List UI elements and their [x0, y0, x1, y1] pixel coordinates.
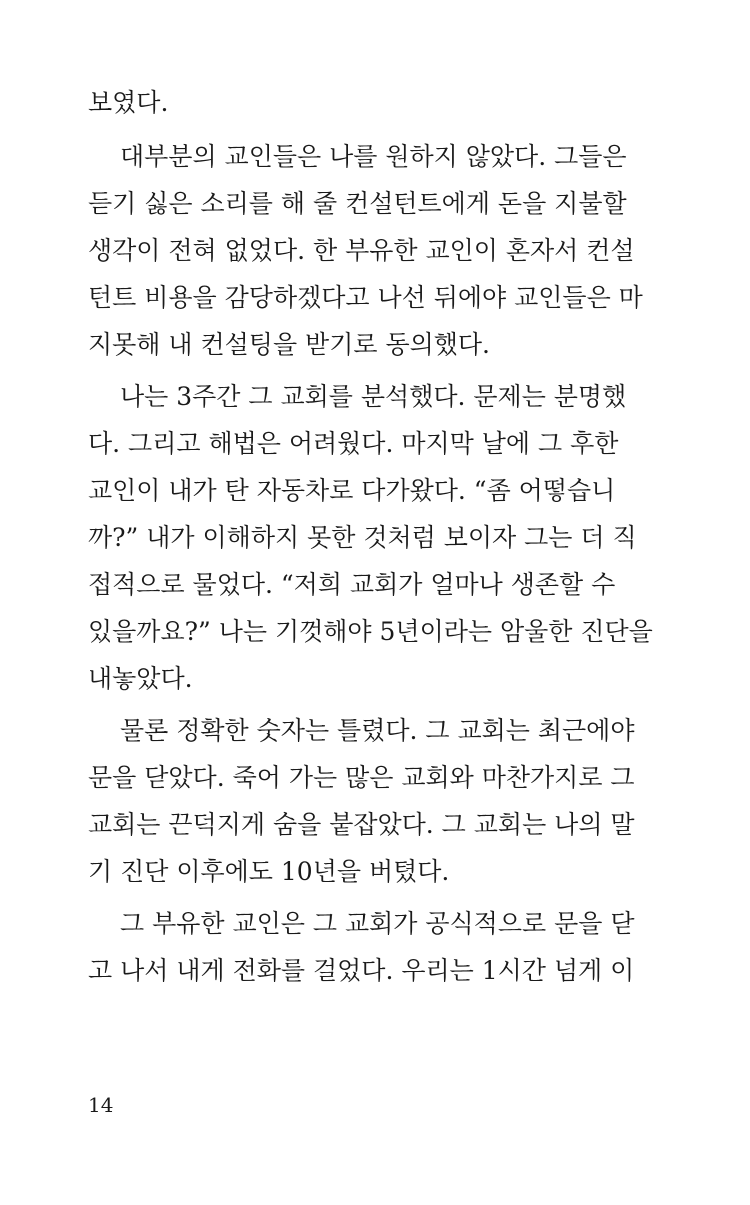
text-line: 대부분의 교인들은 나를 원하지 않았다. 그들은: [120, 142, 627, 171]
text-line: 나는 3주간 그 교회를 분석했다. 문제는 분명했: [120, 382, 627, 411]
text-line: 생각이 전혀 없었다. 한 부유한 교인이 혼자서 컨설: [88, 236, 635, 265]
text-line: 지못해 내 컨설팅을 받기로 동의했다.: [88, 330, 490, 359]
text-line: 고 나서 내게 전화를 걸었다. 우리는 1시간 넘게 이: [88, 956, 635, 985]
text-line: 교인이 내가 탄 자동차로 다가왔다. “좀 어떻습니: [88, 476, 616, 505]
text-line: 물론 정확한 숫자는 틀렸다. 그 교회는 최근에야: [120, 716, 635, 745]
text-line: 그 부유한 교인은 그 교회가 공식적으로 문을 닫: [120, 909, 635, 938]
text-line: 기 진단 이후에도 10년을 버텼다.: [88, 857, 450, 886]
text-line: 접적으로 물었다. “저희 교회가 얼마나 생존할 수: [88, 570, 616, 599]
text-line: 듣기 싫은 소리를 해 줄 컨설턴트에게 돈을 지불할: [88, 189, 627, 218]
text-line: 턴트 비용을 감당하겠다고 나선 뒤에야 교인들은 마: [88, 283, 643, 312]
text-line: 다. 그리고 해법은 어려웠다. 마지막 날에 그 후한: [88, 429, 619, 458]
text-line: 문을 닫았다. 죽어 가는 많은 교회와 마찬가지로 그: [88, 763, 635, 792]
text-line: 내놓았다.: [88, 664, 193, 693]
text-line: 까?” 내가 이해하지 못한 것처럼 보이자 그는 더 직: [88, 523, 637, 552]
text-line: 있을까요?” 나는 기껏해야 5년이라는 암울한 진단을: [88, 617, 653, 646]
page-number: 14: [88, 1093, 114, 1117]
text-line: 교회는 끈덕지게 숨을 붙잡았다. 그 교회는 나의 말: [88, 810, 635, 839]
text-line: 보였다.: [88, 88, 169, 117]
